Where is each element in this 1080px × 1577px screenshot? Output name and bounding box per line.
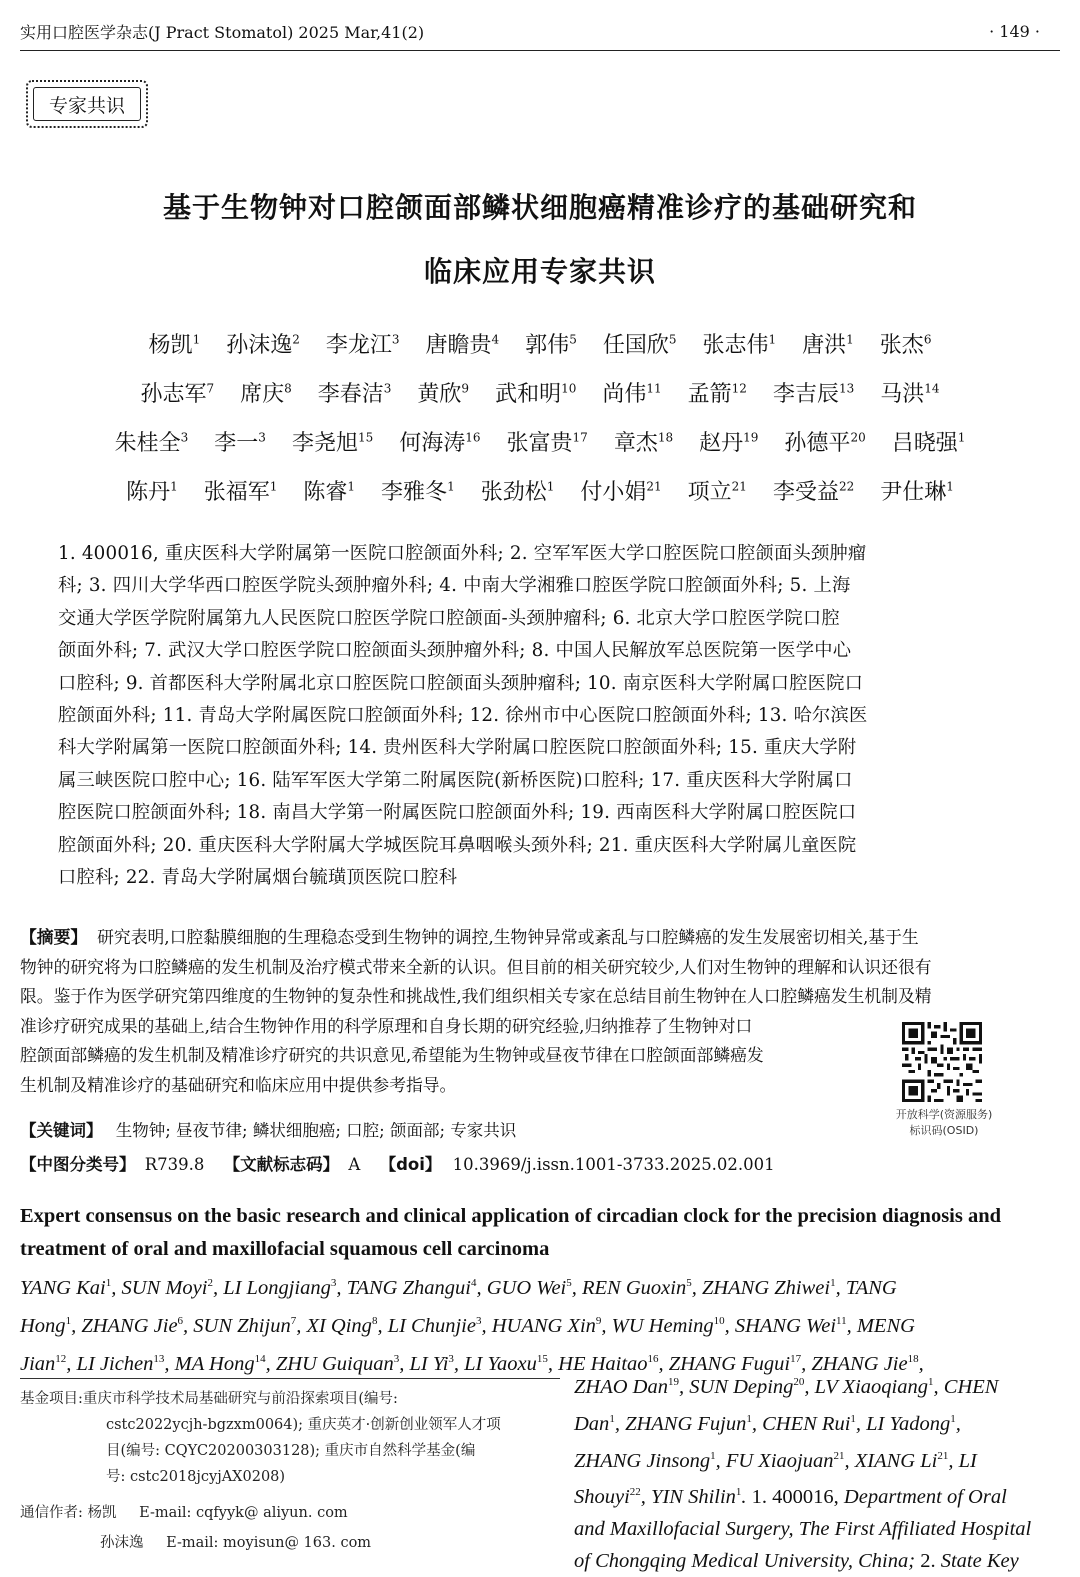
author: [580, 475, 661, 506]
affiliation-line: 口腔科; 9. 首都医科大学附属北京口腔医院口腔颌面头颈肿瘤科; 10. 南京医科大学附属口腔医院口: [58, 672, 864, 694]
author-affil-sup: 1: [768, 332, 777, 347]
en-author-sup: 17: [790, 1352, 802, 1365]
author-name: 张福军: [203, 480, 270, 505]
author-name: 孙志军: [140, 382, 207, 407]
en-author-name: ZHANG Jinsong: [574, 1449, 711, 1472]
english-author-line: YANG Kai$^1$, SUN Moyi$^2$, LI Longjiang$^3$, TANG Zhangui$^4$, GUO Wei$^5$, REN Guoxin$^5$, ZHANG Zhiwei$^1$, TANG: [20, 1276, 897, 1299]
author-affil-sup: 5: [668, 332, 677, 347]
funding-label: 基金项目:: [20, 1391, 83, 1407]
author-affil-sup: 1: [946, 479, 954, 494]
en-author-name: ZHANG Fujun: [625, 1412, 747, 1435]
author-affil-sup: 13: [838, 381, 855, 396]
en-author-name: LI Yaoxu: [464, 1352, 537, 1375]
en-author-sup: 3: [393, 1352, 400, 1365]
en-author-sup: 21: [833, 1449, 845, 1462]
author-affil-sup: 11: [646, 381, 662, 396]
author-affil-sup: 1: [546, 479, 555, 494]
author-affil-sup: 1: [846, 332, 854, 347]
author-affil-sup: 10: [561, 381, 577, 396]
author-name: 何海涛: [399, 431, 466, 456]
en-author-name: LV Xiaoqiang: [814, 1375, 929, 1398]
en-author-sup: 1: [710, 1449, 716, 1462]
author-name: 张志伟: [702, 333, 769, 358]
affiliation-line: 属三峡医院口腔中心; 16. 陆军军医大学第二附属医院(新桥医院)口腔科; 17. 重庆医科大学附属口: [58, 769, 853, 791]
author-affil-sup: 1: [192, 332, 201, 347]
doc-code-label: 【文献标志码】: [223, 1155, 340, 1174]
en-affil-text: Department of Oral: [843, 1486, 1007, 1509]
en-author-sup: 22: [629, 1486, 641, 1499]
en-author-sup: 10: [713, 1314, 725, 1327]
english-author-line: Jian$^{12}$, LI Jichen$^{13}$, MA Hong$^{14}$, ZHU Guiquan$^3$, LI Yi$^3$, LI Yaoxu$^{15}$, HE Haitao$^{16}$, ZHANG Fugui$^{17}$, ZHANG Jie$^{18}$,: [20, 1352, 924, 1375]
en-author-name: Hong: [20, 1314, 66, 1337]
author: [481, 475, 555, 506]
author-name: 项立: [687, 480, 732, 505]
author-affil-sup: 16: [465, 430, 481, 445]
correspondence-label: 通信作者:: [20, 1505, 83, 1521]
author-affil-sup: 3: [258, 430, 266, 445]
en-author-name: HE Haitao: [558, 1352, 648, 1375]
author-row-3: [60, 426, 1020, 457]
author-affil-sup: 1: [347, 479, 356, 494]
email-link[interactable]: E-mail: cqfyyk@ aliyun. com: [139, 1505, 348, 1521]
author: [214, 426, 266, 457]
author-affil-sup: 5: [569, 332, 577, 347]
en-author-name: CHEN: [943, 1375, 999, 1398]
author-name: 唐洪: [802, 333, 847, 358]
en-author-name: YIN Shilin: [651, 1486, 736, 1509]
correspondence-line: [20, 1498, 560, 1528]
en-author-name: Jian: [20, 1352, 56, 1375]
en-author-name: Dan: [574, 1412, 610, 1435]
en-author-name: TANG Zhangui: [346, 1276, 471, 1299]
affiliation-line: 交通大学医学院附属第九人民医院口腔医学院口腔颌面-头颈肿瘤科; 6. 北京大学口腔医学院口腔: [58, 607, 840, 629]
en-author-sup: 6: [177, 1314, 184, 1327]
en-author-name: TANG: [845, 1276, 897, 1299]
en-author-sup: 2: [207, 1277, 213, 1289]
author: [240, 377, 292, 408]
author-name: 张劲松: [480, 480, 547, 505]
author-affil-sup: 6: [923, 332, 932, 347]
author-name: 武和明: [495, 382, 562, 407]
affiliation-line: 腔医院口腔颌面外科; 18. 南昌大学第一附属医院口腔颌面外科; 19. 西南医科大学附属口腔医院口: [58, 802, 857, 824]
author: [417, 377, 469, 408]
author-affil-sup: 15: [357, 430, 374, 445]
affiliations: [58, 538, 1018, 894]
en-author-name: FU Xiaojuan: [725, 1449, 834, 1472]
funding-line: cstc2022ycjh-bgzxm0064); 重庆英才·创新创业领军人才项: [106, 1417, 501, 1433]
en-author-name: WU Heming: [611, 1314, 714, 1337]
en-author-name: SUN Moyi: [121, 1276, 208, 1299]
funding-line: 号: cstc2018jcyjAX0208): [106, 1469, 286, 1485]
en-author-name: CHEN Rui: [762, 1412, 851, 1435]
en-author-sup: 3: [448, 1352, 454, 1365]
en-author-name: HUANG Xin: [491, 1314, 596, 1337]
clc-label: 【中图分类号】: [20, 1155, 136, 1174]
clc-value: R739.8: [144, 1155, 205, 1174]
author: [880, 475, 954, 506]
author-row-1: [60, 328, 1020, 359]
author: [426, 328, 500, 359]
author-row-4: [60, 475, 1020, 506]
author-affil-sup: 17: [572, 430, 588, 445]
author-affil-sup: 3: [383, 381, 392, 396]
author-name: 李一: [214, 431, 259, 456]
en-author-name: ZHANG Fugui: [668, 1352, 791, 1375]
en-author-name: LI: [958, 1449, 977, 1472]
en-author-name: ZHANG Jie: [811, 1352, 908, 1375]
author-affil-sup: 7: [206, 381, 215, 396]
en-author-sup: 1: [746, 1412, 752, 1425]
english-affiliation-line: and Maxillofacial Surgery, The First Affiliated Hospital: [574, 1518, 1032, 1541]
author-name: 马洪: [880, 382, 925, 407]
author: [149, 328, 201, 359]
en-author-sup: 1: [830, 1277, 836, 1289]
en-author-name: XIANG Li: [854, 1449, 938, 1472]
author: [784, 426, 865, 457]
author: [204, 475, 278, 506]
author-affil-sup: 20: [850, 430, 866, 445]
author-affil-sup: 1: [170, 479, 178, 494]
author-name: 尚伟: [602, 382, 647, 407]
en-affil-number: 2.: [920, 1550, 936, 1573]
author-name: 付小娟: [580, 480, 647, 505]
en-author-name: ZHANG Zhiwei: [701, 1276, 831, 1299]
author-affil-sup: 9: [461, 381, 470, 396]
author-name: 李龙江: [325, 333, 392, 358]
author: [126, 475, 178, 506]
english-title: Expert consensus on the basic research and clinical application of circadian clock for the precision diagnosis and treatment of oral and maxillofacial squamous cell carcinoma: [20, 1205, 1002, 1260]
author-affil-sup: 19: [743, 430, 759, 445]
en-author-name: SHANG Wei: [734, 1314, 837, 1337]
en-author-sup: 5: [566, 1277, 572, 1289]
author: [614, 426, 673, 457]
en-author-sup: 1: [735, 1486, 742, 1499]
author-name: 张富贵: [506, 431, 573, 456]
author: [880, 377, 939, 408]
funding-footnote: [20, 1386, 560, 1490]
author-affil-sup: 2: [292, 332, 300, 347]
en-author-name: REN Guoxin: [582, 1276, 687, 1299]
en-author-name: LI Chunjie: [387, 1314, 476, 1337]
author: [602, 377, 661, 408]
doc-code-value: A: [348, 1155, 361, 1174]
correspondence-author: 孙沫逸: [100, 1535, 144, 1551]
en-author-name: ZHU Guiquan: [275, 1352, 394, 1375]
english-authors: [20, 1267, 1055, 1380]
doi-label: 【doi】: [379, 1155, 442, 1174]
author-name: 章杰: [613, 431, 658, 456]
english-author-line: Hong$^1$, ZHANG Jie$^6$, SUN Zhijun$^7$, XI Qing$^8$, LI Chunjie$^3$, HUANG Xin$^9$, WU Heming$^{10}$, SHANG Wei$^{11}$, MENG: [20, 1314, 915, 1337]
author-name: 黄欣: [417, 382, 462, 407]
en-author-name: ZHAO Dan: [574, 1375, 668, 1398]
affiliation-line: 腔颌面外科; 20. 重庆医科大学附属大学城医院耳鼻咽喉头颈外科; 21. 重庆医科大学附属儿童医院: [58, 834, 857, 856]
author-name: 席庆: [240, 382, 285, 407]
author-row-2: [60, 377, 1020, 408]
author-name: 张杰: [879, 333, 924, 358]
author-name: 陈睿: [303, 480, 348, 505]
author-name: 李尧旭: [291, 431, 358, 456]
author-name: 吕晓强: [891, 431, 958, 456]
affiliation-line: 1. 400016, 重庆医科大学附属第一医院口腔颌面外科; 2. 空军军医大学口腔医院口腔颌面头颈肿瘤: [58, 543, 867, 564]
abstract-line: 物钟的研究将为口腔鳞癌的发生机制及治疗模式带来全新的认识。但目前的相关研究较少,人们对生物钟的理解和认识还很有: [20, 956, 932, 977]
en-author-sup: 1: [950, 1412, 956, 1425]
article-title-line2: 临床应用专家共识: [423, 255, 656, 288]
author: [525, 328, 577, 359]
en-author-name: LI Jichen: [76, 1352, 154, 1375]
author-name: 陈丹: [126, 480, 171, 505]
qr-code-icon[interactable]: [902, 1022, 982, 1102]
author: [507, 426, 588, 457]
author-affil-sup: 21: [646, 479, 662, 494]
english-author-line: Dan$^1$, ZHANG Fujun$^1$, CHEN Rui$^1$, LI Yadong$^1$,: [574, 1412, 961, 1435]
en-author-name: LI Yadong: [866, 1412, 951, 1435]
en-author-sup: 11: [836, 1314, 847, 1327]
en-author-name: XI Qing: [306, 1314, 372, 1337]
en-author-sup: 3: [475, 1314, 482, 1327]
en-author-sup: 1: [928, 1376, 934, 1388]
en-affil-text: State Key: [940, 1550, 1019, 1573]
english-authors-continued: [574, 1366, 1054, 1577]
author: [115, 426, 189, 457]
author-affil-sup: 3: [391, 332, 400, 347]
abstract-line: [20, 923, 1058, 953]
author: [318, 377, 392, 408]
author-affil-sup: 1: [447, 479, 455, 494]
correspondence-author: 杨凯: [87, 1505, 117, 1521]
author-affil-sup: 21: [731, 479, 747, 494]
author-name: 李吉辰: [772, 382, 839, 407]
author-affil-sup: 4: [491, 332, 500, 347]
author: [688, 475, 747, 506]
page-number: · 149 ·: [989, 22, 1040, 41]
en-author-sup: 3: [330, 1277, 337, 1289]
author-name: 任国欣: [602, 333, 669, 358]
english-affiliation-line: Shouyi$^{22}$, YIN Shilin$^1$. 1. 400016, Department of Oral: [574, 1486, 1007, 1509]
author-affil-sup: 8: [284, 381, 292, 396]
author: [140, 377, 214, 408]
abstract-label: 【摘要】: [20, 927, 88, 947]
en-author-sup: 7: [290, 1314, 297, 1327]
author-name: 朱桂全: [114, 431, 181, 456]
author: [880, 328, 932, 359]
author: [773, 377, 854, 408]
correspondence-footnote: [20, 1498, 560, 1558]
en-author-name: Shouyi: [574, 1486, 630, 1509]
author: [702, 328, 776, 359]
english-author-line: ZHAO Dan$^{19}$, SUN Deping$^{20}$, LV Xiaoqiang$^1$, CHEN: [574, 1375, 999, 1398]
en-affil-number: 1. 400016,: [751, 1486, 839, 1509]
english-affiliation-line: [574, 1545, 1054, 1577]
en-author-name: ZHANG Jie: [81, 1314, 178, 1337]
author: [892, 426, 966, 457]
en-author-name: LI Longjiang: [223, 1276, 331, 1299]
author-affil-sup: 18: [657, 430, 674, 445]
author-name: 李春洁: [317, 382, 384, 407]
keywords-label: 【关键词】: [20, 1121, 103, 1140]
qr-caption-line1: 开放科学(资源服务): [895, 1108, 993, 1121]
en-author-sup: 1: [609, 1412, 615, 1425]
affiliation-line: 腔颌面外科; 11. 青岛大学附属医院口腔颌面外科; 12. 徐州市中心医院口腔颌面外科; 13. 哈尔滨医: [58, 705, 868, 727]
author-name: 赵丹: [699, 431, 744, 456]
abstract-line: 限。鉴于作为医学研究第四维度的生物钟的复杂性和挑战性,我们组织相关专家在总结目前生物钟在人口腔鳞癌发生机制及精: [20, 986, 932, 1006]
doi-link[interactable]: 10.3969/j.issn.1001-3733.2025.02.001: [452, 1155, 775, 1174]
author-affil-sup: 3: [180, 430, 189, 445]
en-author-name: GUO Wei: [486, 1276, 567, 1299]
author: [495, 377, 576, 408]
author: [773, 475, 854, 506]
author: [802, 328, 854, 359]
en-author-sup: 1: [65, 1314, 72, 1327]
author-name: 尹仕琳: [880, 480, 947, 505]
english-author-line: ZHANG Jinsong$^1$, FU Xiaojuan$^{21}$, XIANG Li$^{21}$, LI: [574, 1449, 977, 1472]
author-name: 孙沫逸: [226, 333, 293, 358]
classification-line: [20, 1151, 775, 1175]
author-name: 李雅冬: [381, 480, 448, 505]
en-author-sup: 19: [667, 1376, 679, 1388]
journal-citation: 实用口腔医学杂志(J Pract Stomatol) 2025 Mar,41(2): [20, 22, 425, 42]
author-name: 杨凯: [148, 333, 193, 358]
en-author-sup: 9: [595, 1314, 602, 1327]
abstract-line: 生机制及精准诊疗的基础研究和临床应用中提供参考指导。: [20, 1074, 457, 1095]
column-tag-frame: [26, 80, 148, 128]
author-name: 郭伟: [525, 333, 570, 358]
author-affil-sup: 1: [269, 479, 278, 494]
en-author-sup: 4: [470, 1277, 477, 1289]
abstract-line: 腔颌面部鳞癌的发生机制及精准诊疗研究的共识意见,希望能为生物钟或昼夜节律在口腔颌面部鳞癌发: [20, 1045, 764, 1065]
affiliation-line: 科; 3. 四川大学华西口腔医学院头颈肿瘤外科; 4. 中南大学湘雅口腔医学院口腔颌面外科; 5. 上海: [58, 575, 851, 597]
author-affil-sup: 14: [924, 381, 940, 396]
abstract-line: 准诊疗研究成果的基础上,结合生物钟作用的科学原理和自身长期的研究经验,归纳推荐了生物钟对口: [20, 1015, 753, 1036]
en-author-sup: 12: [55, 1352, 67, 1365]
en-author-sup: 15: [536, 1352, 548, 1365]
keywords: [20, 1117, 516, 1141]
en-author-name: SUN Zhijun: [193, 1314, 291, 1337]
keywords-text: 生物钟; 昼夜节律; 鳞状细胞癌; 口腔; 颌面部; 专家共识: [115, 1121, 517, 1140]
en-author-name: MA Hong: [174, 1352, 255, 1375]
column-tag-label: 专家共识: [33, 87, 141, 121]
author: [303, 475, 355, 506]
author-affil-sup: 1: [957, 430, 966, 445]
qr-caption-line2: 标识码(OSID): [909, 1124, 979, 1137]
affiliation-line: 科大学附属第一医院口腔颌面外科; 14. 贵州医科大学附属口腔医院口腔颌面外科; 15. 重庆大学附: [58, 737, 857, 759]
abstract-text: 研究表明,口腔黏膜细胞的生理稳态受到生物钟的调控,生物钟异常或紊乱与口腔鳞癌的发生发展密切相关,基于生: [97, 927, 919, 947]
en-author-sup: 1: [105, 1277, 112, 1289]
affiliation-line: 口腔科; 22. 青岛大学附属烟台毓璜顶医院口腔科: [58, 867, 458, 889]
funding-line: [20, 1386, 560, 1412]
qr-caption: [868, 1107, 1020, 1139]
en-author-sup: 20: [793, 1376, 805, 1388]
author: [399, 426, 480, 457]
article-title-line1: 基于生物钟对口腔颌面部鳞状细胞癌精准诊疗的基础研究和: [162, 191, 917, 224]
author: [699, 426, 758, 457]
author: [326, 328, 400, 359]
en-author-name: YANG Kai: [20, 1276, 106, 1299]
en-author-sup: 21: [937, 1449, 949, 1462]
author-affil-sup: 12: [731, 381, 747, 396]
en-affil-text: of Chongqing Medical University, China;: [574, 1550, 916, 1573]
en-author-sup: 13: [153, 1352, 165, 1365]
author: [226, 328, 300, 359]
funding-line: 目(编号: CQYC20200303128); 重庆市自然科学基金(编: [106, 1443, 476, 1459]
header-rule: [20, 50, 1060, 51]
author-name: 李受益: [772, 480, 839, 505]
en-author-name: LI Yi: [409, 1352, 449, 1375]
en-author-sup: 16: [647, 1352, 659, 1365]
author-name: 孟箭: [687, 382, 732, 407]
author-affil-sup: 22: [838, 479, 855, 494]
funding-text: 重庆市科学技术局基础研究与前沿探索项目(编号:: [82, 1391, 398, 1407]
author: [603, 328, 677, 359]
author: [292, 426, 373, 457]
footnote-rule: [20, 1378, 560, 1379]
en-author-name: MENG: [856, 1314, 915, 1337]
author: [688, 377, 747, 408]
en-author-sup: 14: [254, 1352, 266, 1365]
en-author-name: SUN Deping: [689, 1375, 794, 1398]
correspondence-line: [20, 1528, 560, 1558]
affiliation-line: 颌面外科; 7. 武汉大学口腔医学院口腔颌面头颈肿瘤外科; 8. 中国人民解放军总医院第一医学中心: [58, 640, 852, 662]
en-author-sup: 18: [907, 1352, 919, 1365]
email-link[interactable]: E-mail: moyisun@ 163. com: [166, 1535, 372, 1551]
en-author-sup: 8: [371, 1314, 378, 1327]
running-header: [20, 18, 1040, 44]
author-name: 唐瞻贵: [425, 333, 492, 358]
author: [381, 475, 455, 506]
author-name: 孙德平: [784, 431, 851, 456]
en-author-sup: 1: [850, 1412, 856, 1425]
en-author-sup: 5: [686, 1277, 692, 1289]
